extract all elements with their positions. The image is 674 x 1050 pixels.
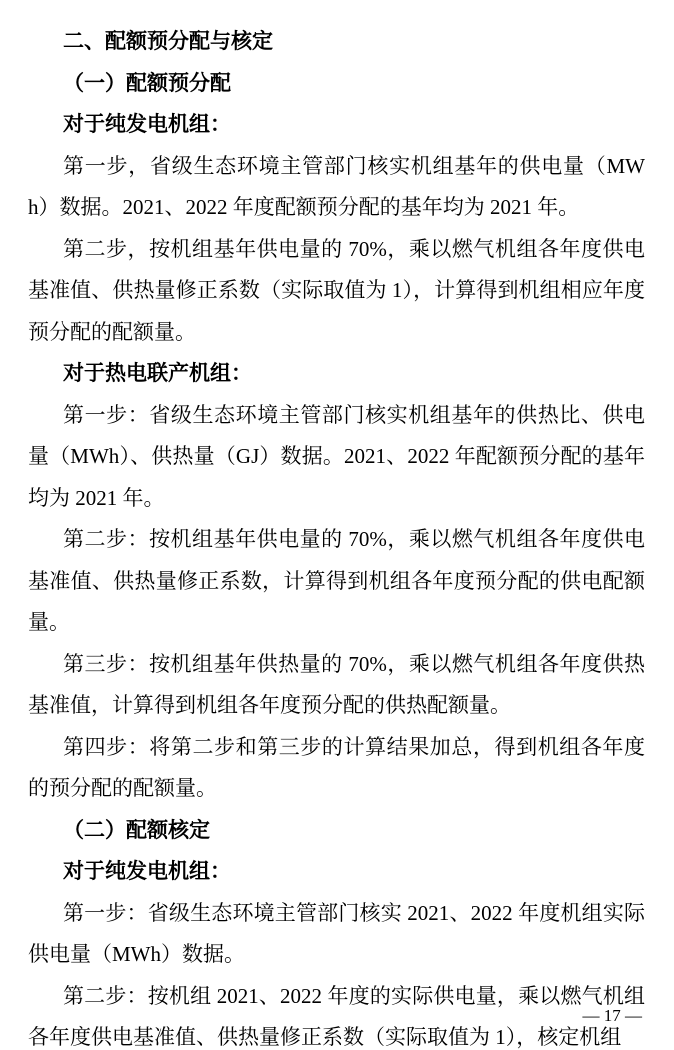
paragraph: 第二步：按机组 2021、2022 年度的实际供电量，乘以燃气机组各年度供电基准值、供热量修正系数（实际取值为 1），核定机组 (28, 983, 645, 1049)
subsection-heading: （二）配额核定 (63, 817, 210, 842)
paragraph: 第三步：按机组基年供热量的 70%，乘以燃气机组各年度供热基准值，计算得到机组各年度预分配的供热配额量。 (28, 651, 645, 717)
paragraph: 第二步：按机组基年供电量的 70%，乘以燃气机组各年度供电基准值、供热量修正系数，计算得到机组各年度预分配的供电配额量。 (28, 527, 645, 634)
page-number: — 17 — (582, 1006, 642, 1025)
unit-type-heading: 对于纯发电机组： (63, 112, 231, 136)
paragraph: 第一步，省级生态环境主管部门核实机组基年的供电量（MWh）数据。2021、2022 年度配额预分配的基年均为 2021 年。 (28, 153, 645, 219)
subsection-heading: （一）配额预分配 (63, 70, 231, 95)
unit-type-heading: 对于热电联产机组： (63, 361, 252, 385)
paragraph: 第一步：省级生态环境主管部门核实 2021、2022 年度机组实际供电量（MWh）数据。 (28, 900, 645, 966)
paragraph: 第四步：将第二步和第三步的计算结果加总，得到机组各年度的预分配的配额量。 (28, 734, 645, 800)
unit-type-heading: 对于纯发电机组： (63, 859, 231, 883)
paragraph: 第一步：省级生态环境主管部门核实机组基年的供热比、供电量（MWh）、供热量（GJ）数据。2021、2022 年配额预分配的基年均为 2021 年。 (28, 402, 645, 510)
paragraph: 第二步，按机组基年供电量的 70%，乘以燃气机组各年度供电基准值、供热量修正系数（实际取值为 1），计算得到机组相应年度预分配的配额量。 (28, 236, 645, 344)
section-heading: 二、配额预分配与核定 (63, 30, 273, 53)
